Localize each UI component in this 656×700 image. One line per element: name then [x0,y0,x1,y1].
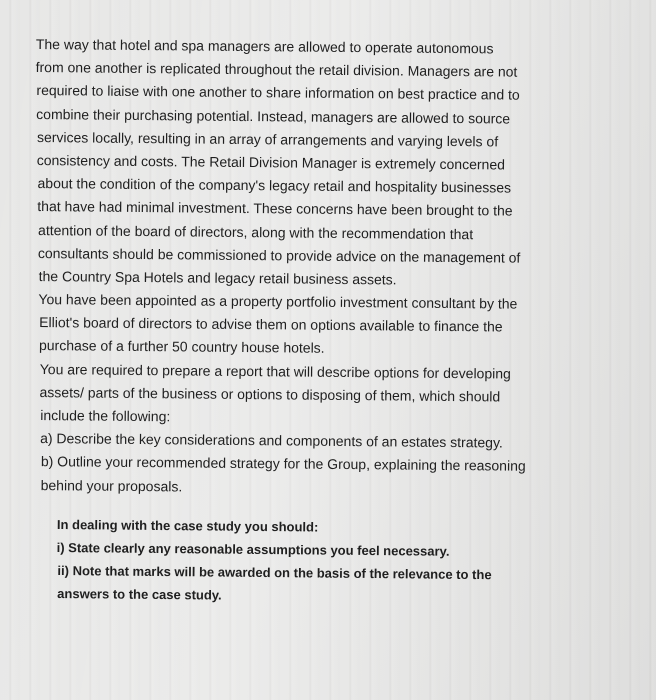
text-line: assets/ parts of the business or options to disposing of them, which should [39,383,501,405]
text-line: purchase of a further 50 country house hotels. [38,337,325,357]
text-line: consultants should be commissioned to provide advice on the management of [37,244,521,266]
instruction-item: ii) Note that marks will be awarded on the basis of the relevance to the [57,563,492,583]
text-line: attention of the board of directors, along with the recommendation that [38,221,474,242]
text-line: include the following: [40,407,171,425]
text-line: combine their purchasing potential. Instead, managers are allowed to source [36,105,511,127]
case-study-paragraph [32,33,636,502]
text-line: You are required to prepare a report that will describe options for developing [39,360,511,382]
text-line: a) Describe the key considerations and components of an estates strategy. [40,430,503,451]
text-line: You have been appointed as a property portfolio investment consultant by the [38,291,518,312]
instruction-item: i) State clearly any reasonable assumptions you feel necessary. [56,539,450,559]
text-line: from one another is replicated throughout the retail division. Managers are not [35,59,518,80]
text-line: required to liaise with one another to share information on best practice and to [36,82,520,104]
text-line: behind your proposals. [40,476,183,494]
text-line: consistency and costs. The Retail Division Manager is extremely concerned [36,151,506,173]
text-line: that have had minimal investment. These concerns have been brought to the [37,198,513,219]
instruction-heading: In dealing with the case study you should: [56,516,319,535]
text-line: Elliot's board of directors to advise them on options available to finance the [39,314,503,335]
case-study-body [32,33,636,502]
text-line: the Country Spa Hotels and legacy retail business assets. [38,267,397,288]
instruction-item: answers to the case study. [57,586,222,603]
text-line: The way that hotel and spa managers are allowed to operate autonomous [35,35,494,57]
case-study-instructions [56,513,617,610]
text-line: b) Outline your recommended strategy for the Group, explaining the reasoning [40,453,526,475]
instructions-paragraph [56,513,617,610]
text-line: about the condition of the company's legacy retail and hospitality businesses [37,175,512,196]
text-line: services locally, resulting in an array of arrangements and varying levels of [36,128,499,150]
